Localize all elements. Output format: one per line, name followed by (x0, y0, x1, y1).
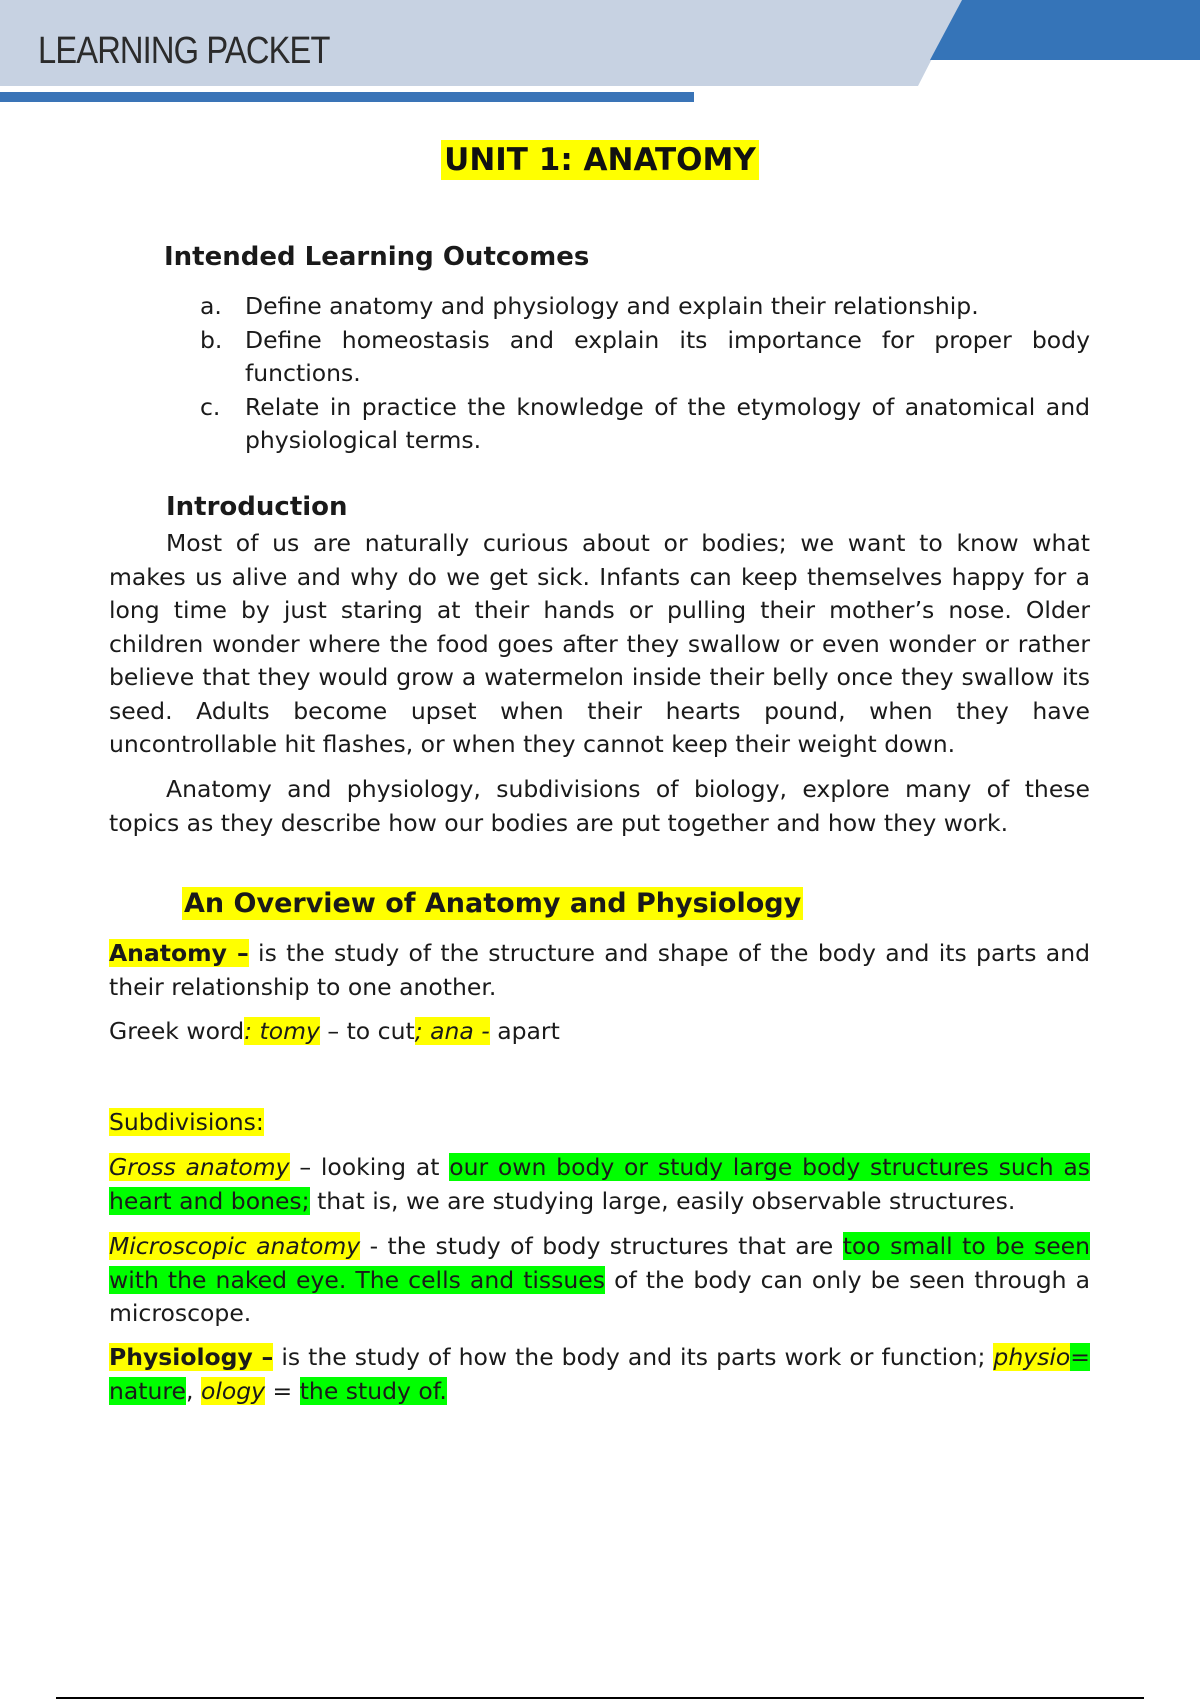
microscopic-anatomy-definition: Microscopic anatomy - the study of body structures that are too small to be seen with the naked eye. The cells and tissues of the body can only be seen through a microscope. (109, 1232, 1091, 1327)
gross-anatomy-term: Gross anatomy (109, 1153, 290, 1181)
subdivisions-label: Subdivisions: (109, 1108, 264, 1136)
gross-anatomy-definition: Gross anatomy – looking at our own body or study large body structures such as heart and bones; that is, we are studying large, easily observable structures. (109, 1153, 1090, 1215)
microscopic-anatomy-term: Microscopic anatomy (109, 1232, 361, 1260)
overview-heading: An Overview of Anatomy and Physiology (184, 888, 802, 919)
list-item (200, 391, 1090, 458)
outcomes-heading: Intended Learning Outcomes (164, 242, 590, 272)
list-item (200, 290, 1090, 324)
anatomy-term: Anatomy – (109, 939, 249, 967)
introduction-heading: Introduction (166, 492, 348, 522)
anatomy-definition: Anatomy – is the study of the structure and shape of the body and its parts and their relationship to one another. (109, 939, 1091, 1001)
physiology-definition: Physiology – is the study of how the body and its parts work or function; physio= nature, ology = the study of. (109, 1343, 1090, 1405)
list-marker: b. (200, 325, 223, 354)
list-item-text: Define anatomy and physiology and explain their relationship. (245, 292, 979, 320)
list-item (200, 324, 1090, 391)
greek-etymology: Greek word: tomy – to cut; ana - apart (109, 1017, 560, 1045)
physiology-term: Physiology – (109, 1343, 274, 1371)
list-item-text: Define homeostasis and explain its importance for proper body functions. (245, 325, 1090, 387)
list-item-text: Relate in practice the knowledge of the etymology of anatomical and physiological terms. (245, 392, 1090, 454)
footer-rule (56, 1697, 1144, 1699)
outcomes-list (200, 290, 1090, 458)
intro-paragraph-2: Anatomy and physiology, subdivisions of biology, explore many of these topics as they describe how our bodies are put together and how they work. (109, 775, 1090, 837)
intro-paragraph-1: Most of us are naturally curious about or bodies; we want to know what makes us alive and why do we get sick. Infants can keep themselves happy for a long time by just staring at their hands or pulling their mother’s nose. Older children wonder where the food goes after they swallow or even wonder or rather believe that they would grow a watermelon inside their belly once they swallow its seed. Adults become upset when their hearts pound, when they have uncontrollable hit flashes, or when they cannot keep their weight down. (109, 529, 1090, 758)
list-marker: a. (200, 292, 222, 320)
list-marker: c. (200, 392, 221, 421)
packet-title: LEARNING PACKET (38, 30, 330, 72)
unit-title: UNIT 1: ANATOMY (0, 142, 1200, 178)
